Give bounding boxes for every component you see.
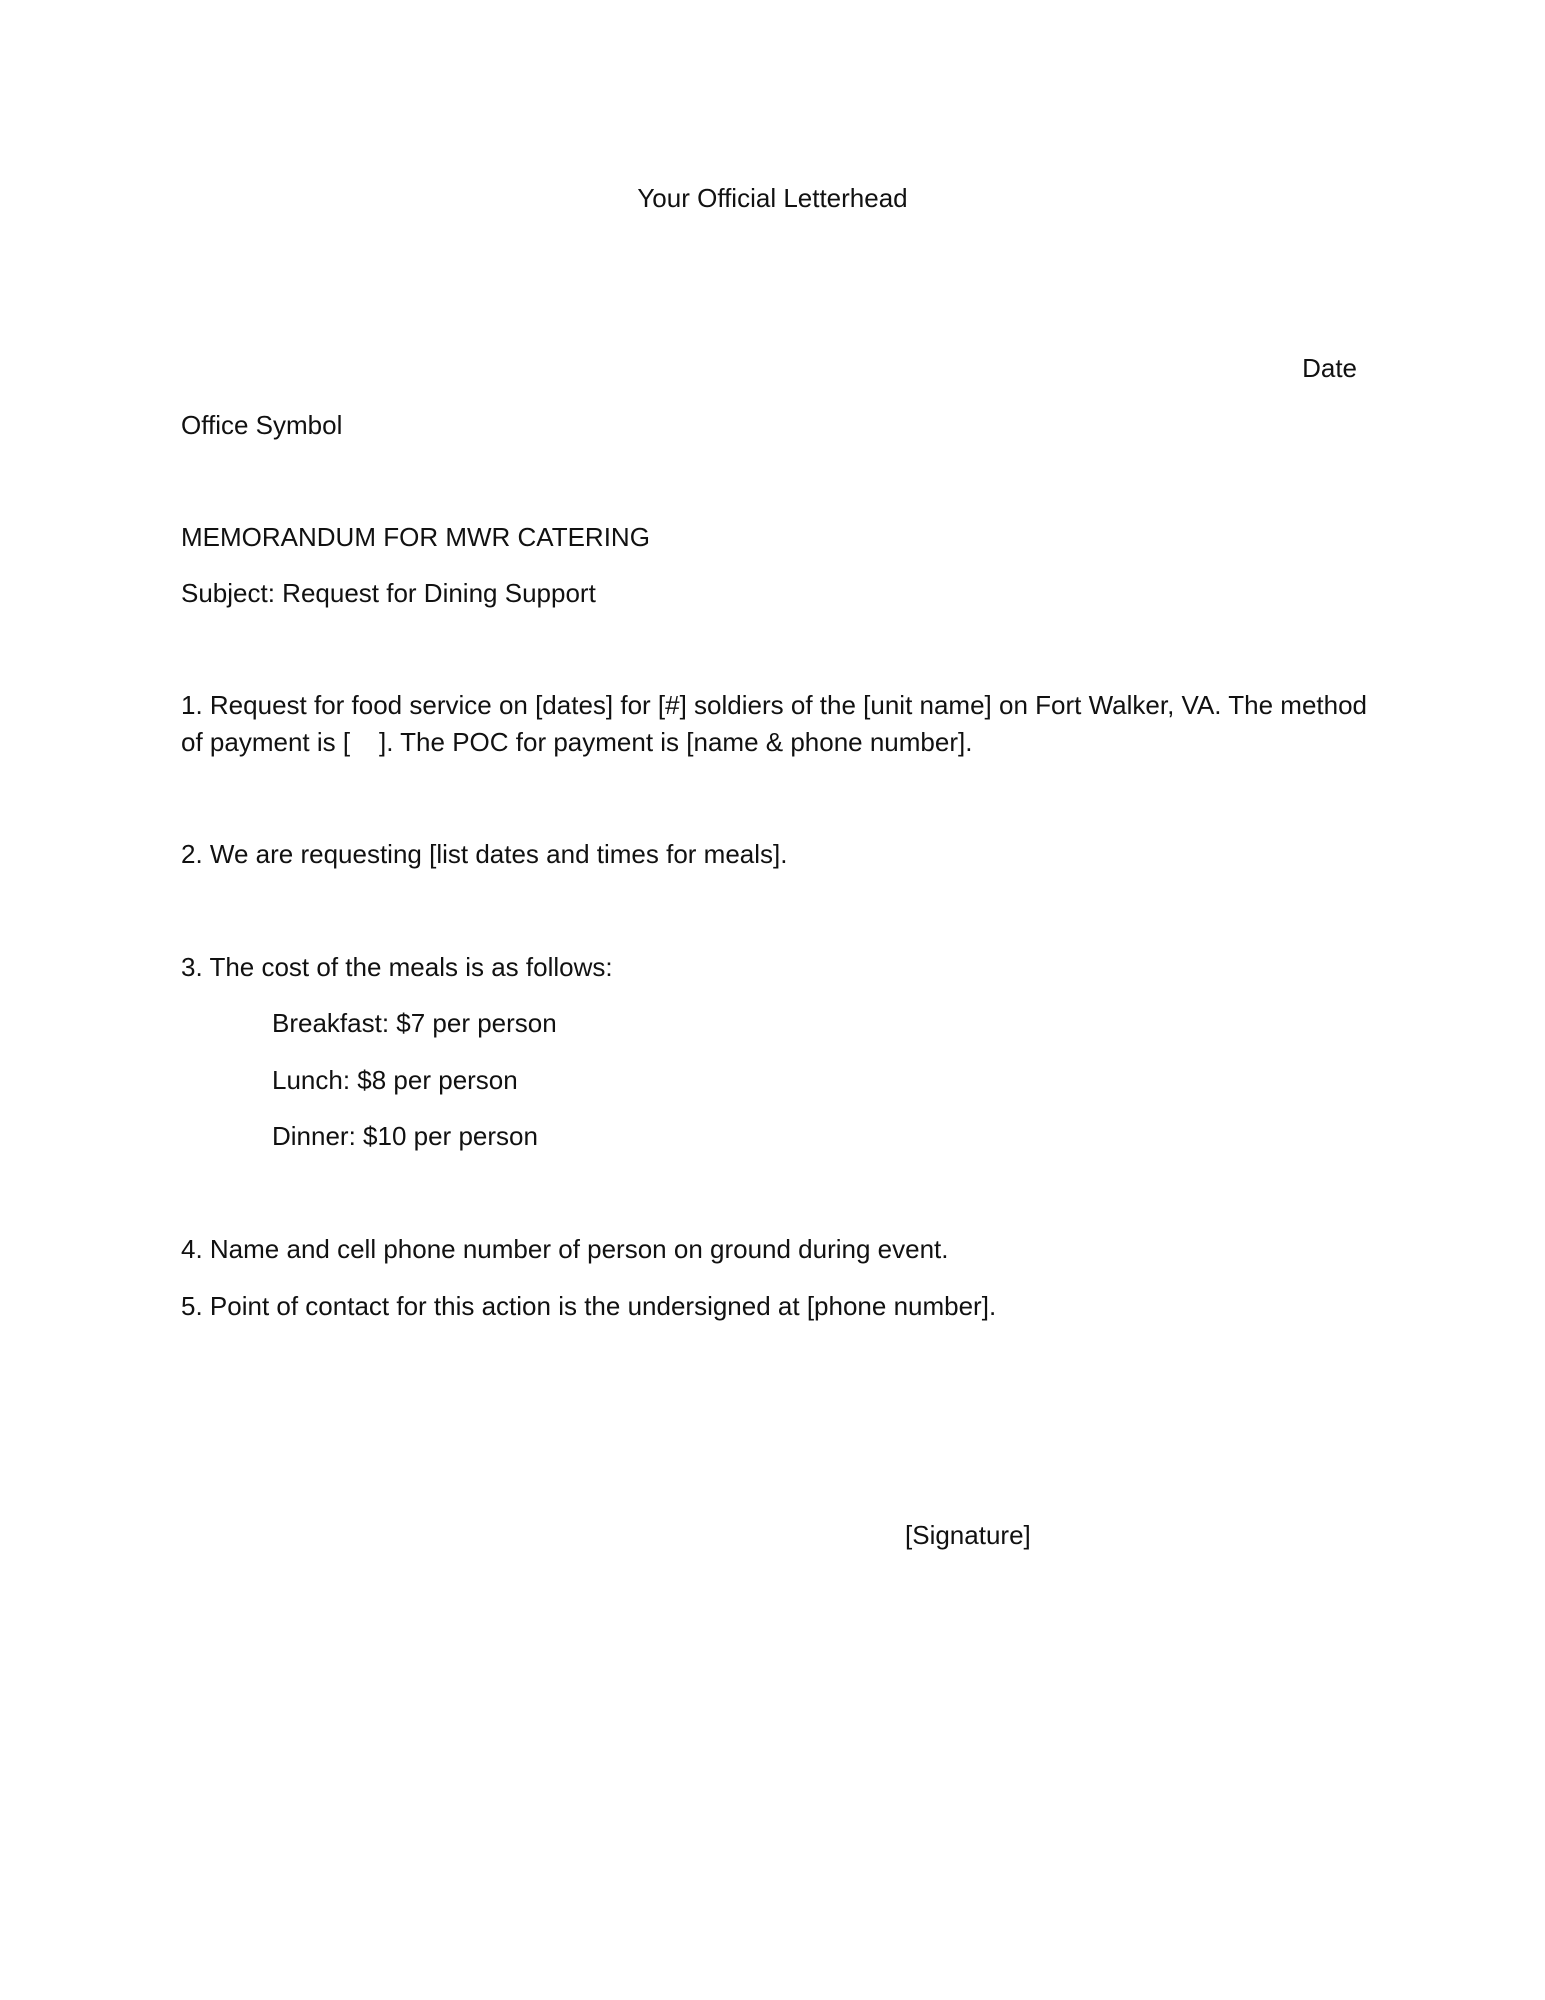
paragraph-2: 2. We are requesting [list dates and times for meals]. [181, 839, 788, 869]
meal-cost-lunch: Lunch: $8 per person [272, 1065, 518, 1095]
memorandum-for: MEMORANDUM FOR MWR CATERING [181, 522, 650, 552]
letterhead: Your Official Letterhead [637, 183, 908, 213]
memo-subject: Subject: Request for Dining Support [181, 578, 596, 608]
paragraph-4: 4. Name and cell phone number of person on ground during event. [181, 1234, 949, 1264]
paragraph-5: 5. Point of contact for this action is the undersigned at [phone number]. [181, 1291, 997, 1321]
signature-block: [Signature] [905, 1520, 1031, 1550]
office-symbol: Office Symbol [181, 410, 343, 440]
paragraph-1-line-2: of payment is [ ]. The POC for payment is [name & phone number]. [181, 727, 973, 757]
memo-date: Date [1302, 353, 1357, 383]
meal-cost-dinner: Dinner: $10 per person [272, 1121, 538, 1151]
meal-cost-breakfast: Breakfast: $7 per person [272, 1008, 557, 1038]
paragraph-3: 3. The cost of the meals is as follows: [181, 952, 613, 982]
paragraph-1-line-1: 1. Request for food service on [dates] for [#] soldiers of the [unit name] on Fort Walker, VA. The method [181, 690, 1368, 720]
